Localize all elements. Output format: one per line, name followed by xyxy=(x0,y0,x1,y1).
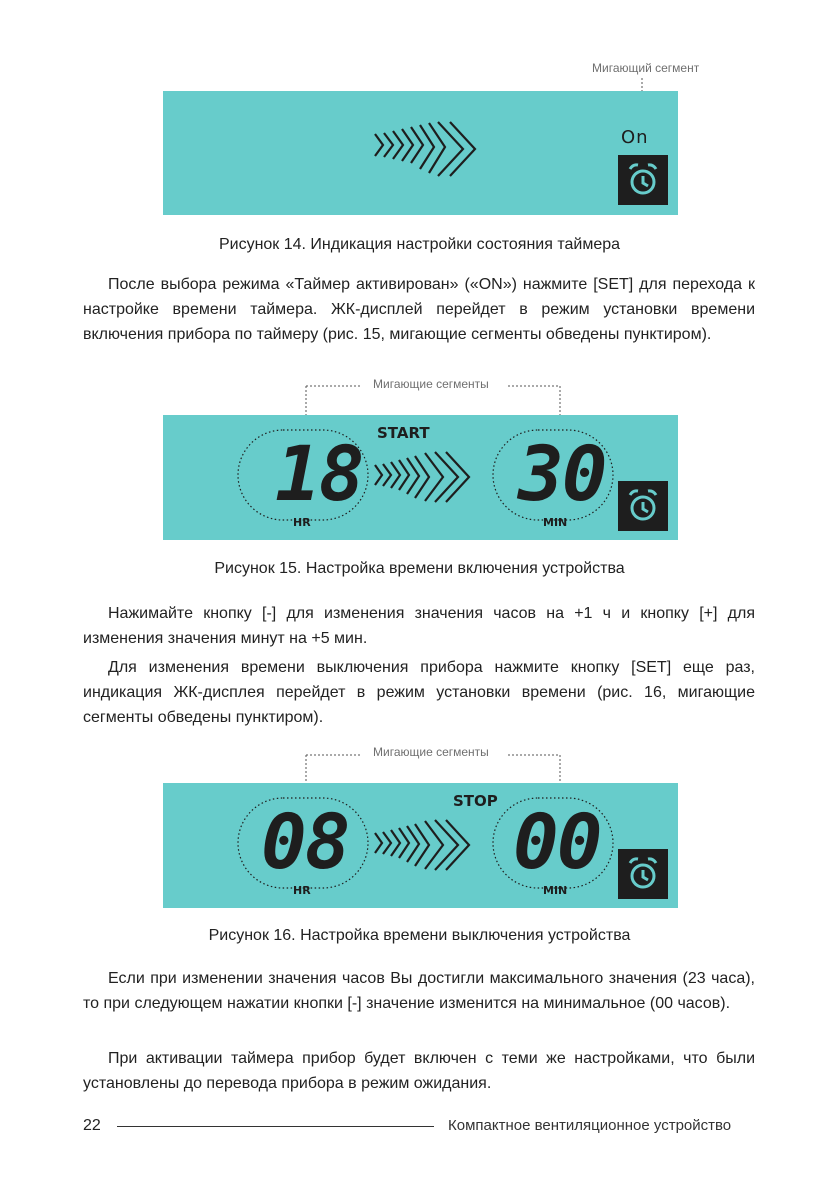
page-number: 22 xyxy=(83,1117,101,1134)
figure16-min-label: MIN xyxy=(543,884,568,897)
figure16-hr-label: HR xyxy=(293,884,311,897)
paragraph-1: После выбора режима «Таймер активирован» («ON») нажмите [SET] для перехода к настройке времени таймера. ЖК-дисплей перейдет в режим установки времени включения прибора по таймеру (рис. 15, мигающие сегменты обведены пунктиром). xyxy=(83,276,755,343)
figure14-chevron-arrows-icon xyxy=(163,91,678,215)
figure14-lcd-display xyxy=(163,91,678,215)
figure15-caption: Рисунок 15. Настройка времени включения устройства xyxy=(214,560,625,577)
figure16-caption: Рисунок 16. Настройка времени выключения устройства xyxy=(208,927,631,944)
figure15-chevron-arrows-icon xyxy=(375,452,469,502)
figure15-min-label: MIN xyxy=(543,516,568,529)
figure16-mode-label: STOP xyxy=(453,792,498,810)
figure15-mode-label: START xyxy=(377,424,430,442)
figure16-hours-value: 08 xyxy=(261,797,349,886)
paragraph-2: Нажимайте кнопку [-] для изменения значения часов на +1 ч и кнопку [+] для изменения значения минут на +5 мин. xyxy=(83,605,755,647)
figure16-alarm-box xyxy=(618,849,668,899)
figure15-annotation: Мигающие сегменты xyxy=(373,377,489,391)
paragraph-3: Для изменения времени выключения прибора нажмите кнопку [SET] еще раз, индикация ЖК-дисплея перейдет в режим установки времени (рис. 16, мигающие сегменты обведены пунктиром). xyxy=(83,659,755,726)
alarm-clock-icon xyxy=(618,849,668,899)
paragraph-4: Если при изменении значения часов Вы достигли максимального значения (23 часа), то при следующем нажатии кнопки [-] значение изменится на минимальное (00 часов). xyxy=(83,970,755,1012)
footer-divider xyxy=(117,1126,434,1127)
alarm-clock-icon xyxy=(618,481,668,531)
figure15-hours-value: 18 xyxy=(275,429,363,518)
figure16-minutes-value: 00 xyxy=(513,797,601,886)
figure15-minutes-value: 30 xyxy=(518,429,606,518)
footer-document-title: Компактное вентиляционное устройство xyxy=(448,1117,732,1134)
figure15-alarm-box xyxy=(618,481,668,531)
figure14-on-indicator: On xyxy=(621,127,649,148)
paragraph-5: При активации таймера прибор будет включен с теми же настройками, что были установлены до перевода прибора в режим ожидания. xyxy=(83,1050,755,1092)
figure15-lcd-display xyxy=(163,415,678,540)
figure16-lcd-display xyxy=(163,783,678,908)
alarm-clock-icon xyxy=(618,155,668,205)
figure16-lcd-graphics xyxy=(163,783,678,908)
figure14-annotation: Мигающий сегмент xyxy=(592,61,700,75)
figure16-chevron-arrows-icon xyxy=(375,820,469,870)
figure15-hr-label: HR xyxy=(293,516,311,529)
figure16-annotation: Мигающие сегменты xyxy=(373,745,489,759)
figure14-caption: Рисунок 14. Индикация настройки состояния таймера xyxy=(218,236,621,253)
figure14-alarm-box xyxy=(618,155,668,205)
